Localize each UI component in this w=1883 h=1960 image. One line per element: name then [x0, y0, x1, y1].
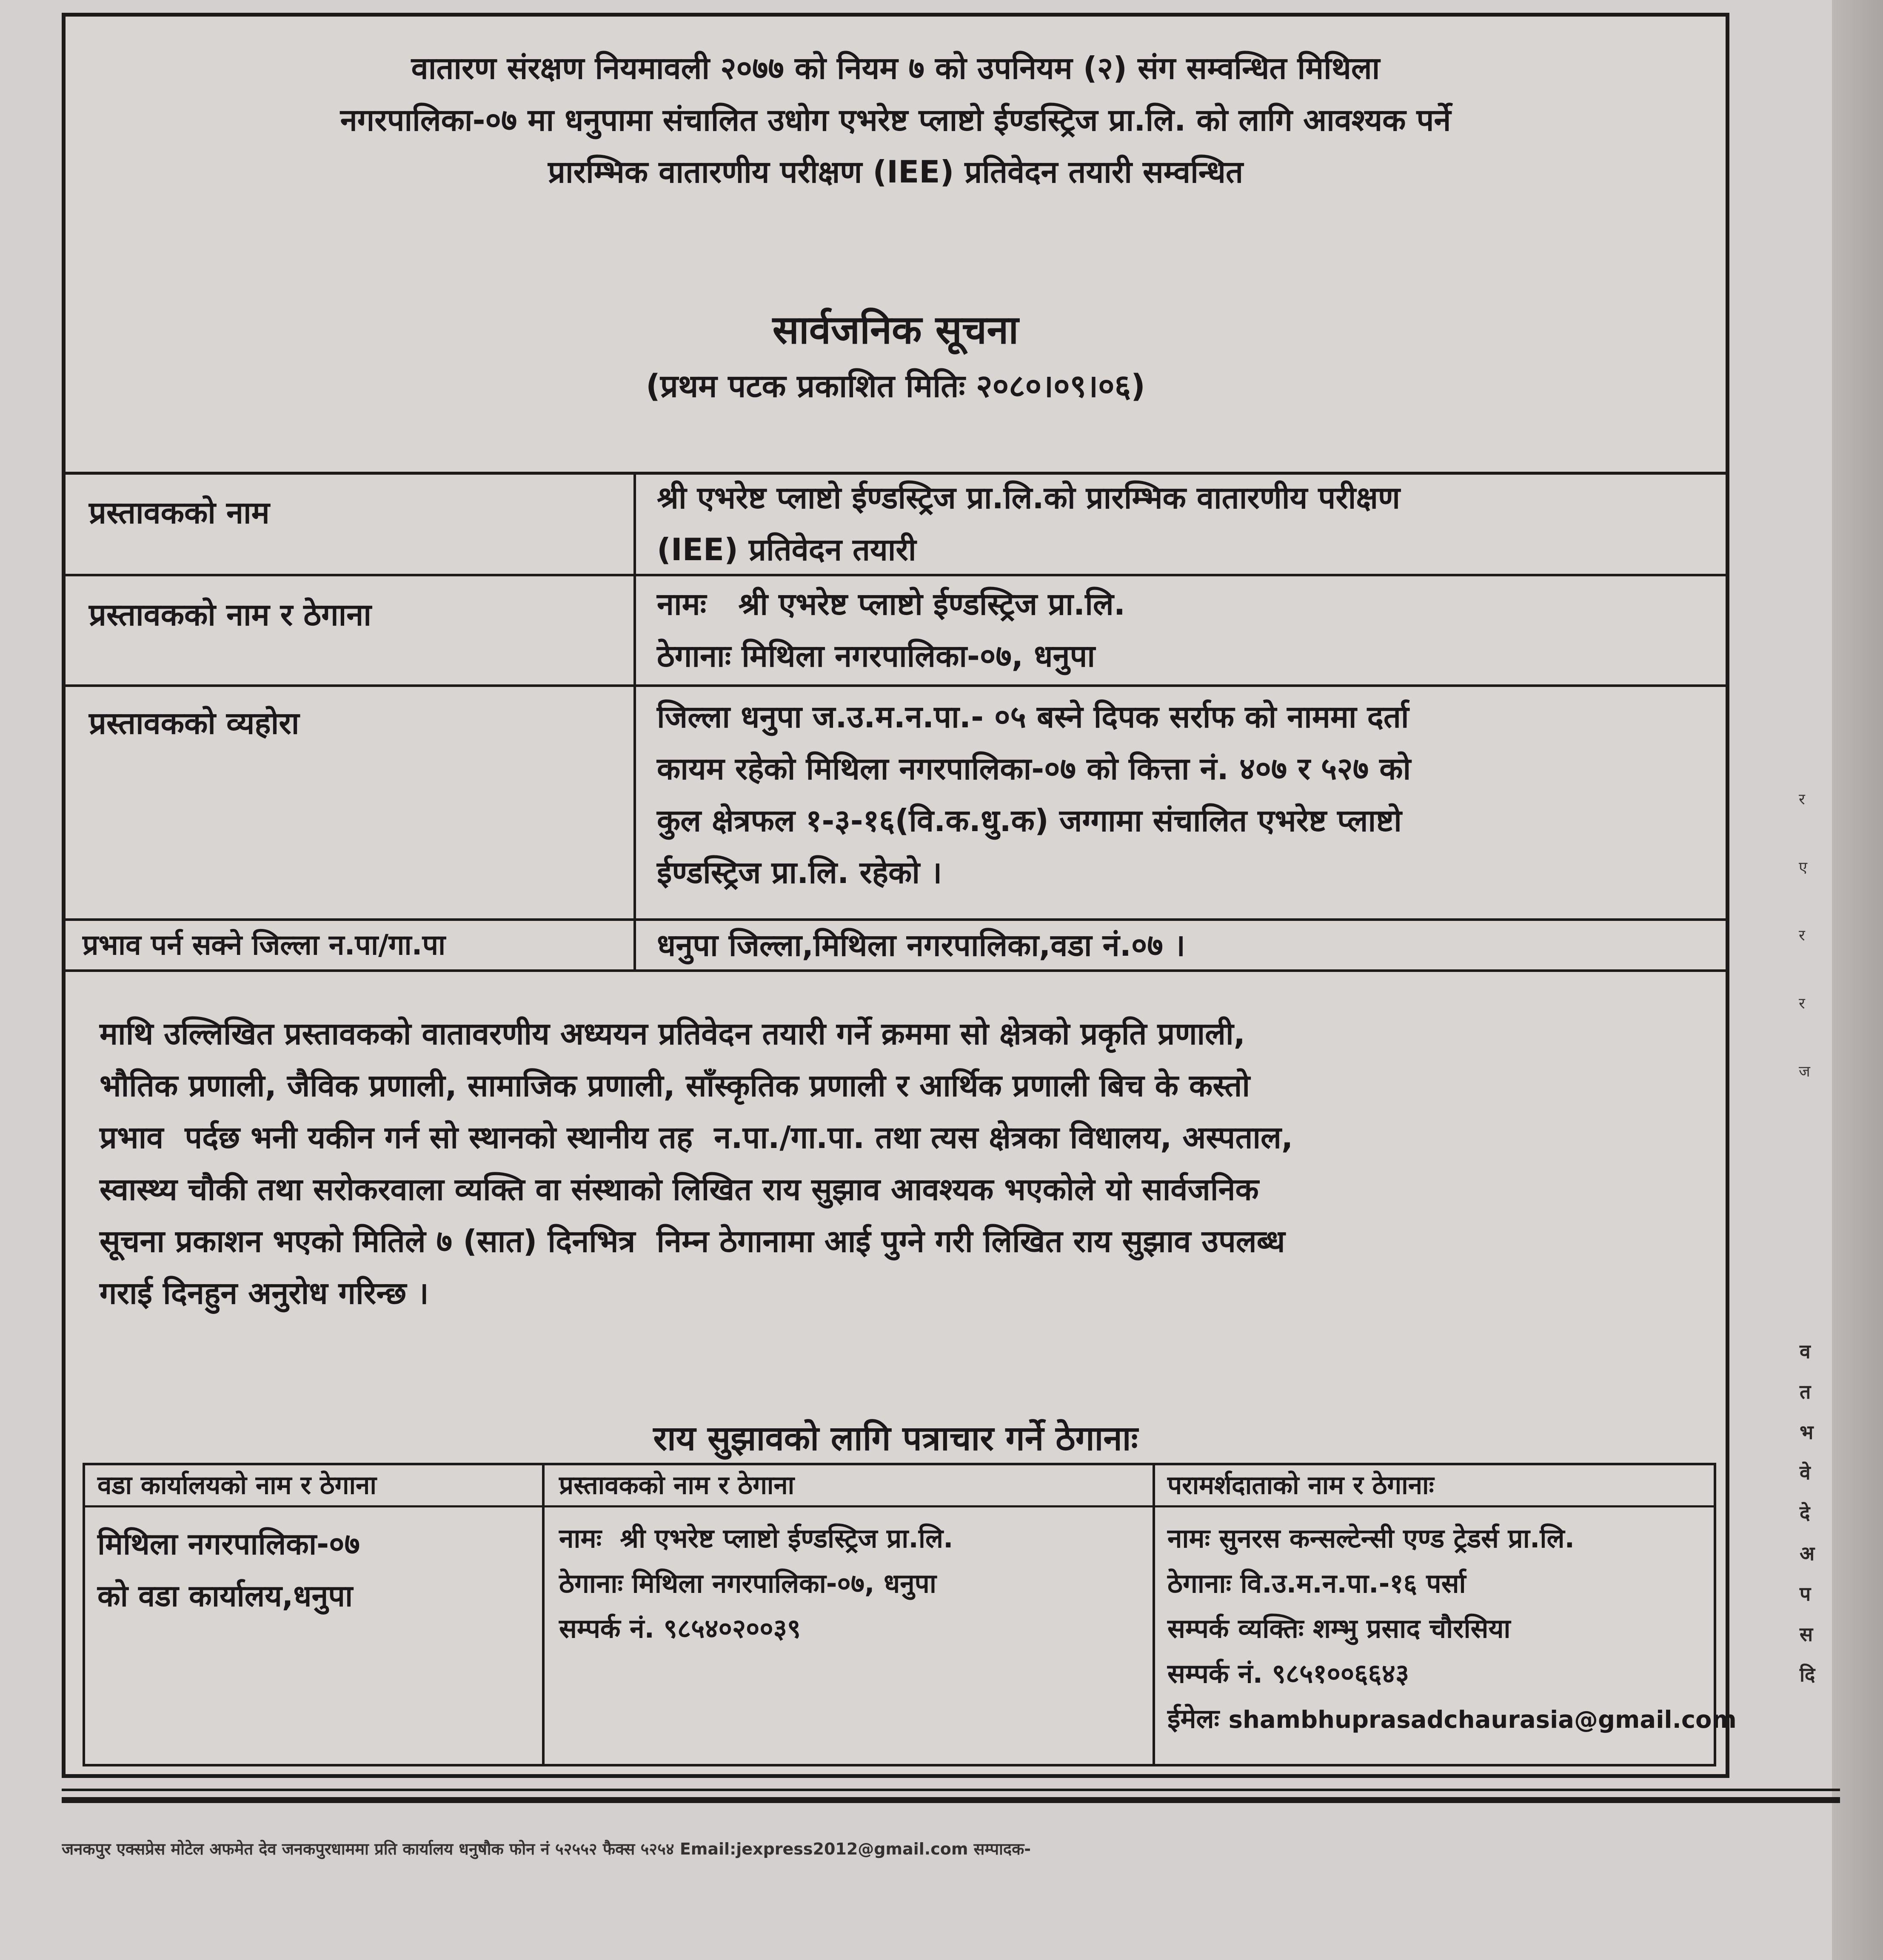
margin-text-fragments	[1800, 1331, 1825, 1695]
address-line: सम्पर्क व्यक्तिः शम्भु प्रसाद चौरसिया	[1167, 1613, 1511, 1644]
margin-char: स	[1800, 1623, 1813, 1646]
detail-value-line: कायम रहेको मिथिला नगरपालिका-०७ को कित्ता नं. ४०७ र ५२७ को	[657, 751, 1411, 786]
address-line: सम्पर्क नं. ९८५१००६६४३	[1167, 1658, 1409, 1689]
margin-char: र	[1799, 791, 1805, 808]
address-line: को वडा कार्यालय,धनुपा	[97, 1578, 353, 1613]
consultant-address	[1167, 1516, 1737, 1743]
proponent-address	[559, 1516, 953, 1651]
paragraph-line: माथि उल्लिखित प्रस्तावकको वातावरणीय अध्ययन प्रतिवेदन तयारी गर्ने क्रममा सो क्षेत्रको प्रकृति प्रणाली,	[100, 1016, 1245, 1051]
address-column-header: परामर्शदाताको नाम र ठेगानाः	[1167, 1470, 1434, 1500]
detail-value-line: नामः श्री एभरेष्ट प्लाष्टो ईण्डस्ट्रिज प्रा.लि.	[657, 586, 1126, 622]
address-line: सम्पर्क नं. ९८५४०२००३९	[559, 1613, 801, 1644]
detail-value-line: ईण्डस्ट्रिज प्रा.लि. रहेको ।	[657, 855, 942, 890]
address-line: ठेगानाः वि.उ.म.न.पा.-१६ पर्सा	[1167, 1568, 1466, 1599]
detail-value-line: (IEE) प्रतिवेदन तयारी	[657, 532, 916, 567]
detail-value	[657, 691, 1411, 898]
detail-label: प्रस्तावकको नाम र ठेगाना	[89, 597, 371, 632]
detail-value	[657, 472, 1400, 575]
detail-label: प्रस्तावकको नाम	[89, 495, 270, 530]
email-label: ईमेलः	[1167, 1703, 1220, 1734]
header-line: प्रारम्भिक वातारणीय परीक्षण (IEE) प्रतिवेदन तयारी सम्वन्धित	[548, 154, 1243, 190]
address-column-divider	[542, 1463, 545, 1766]
notice-header	[66, 42, 1726, 198]
paragraph-line: सूचना प्रकाशन भएको मितिले ७ (सात) दिनभित्र निम्न ठेगानामा आई पुग्ने गरी लिखित राय सुझाव उपलब्ध	[100, 1223, 1285, 1259]
table-rule	[66, 684, 1726, 687]
address-column-divider	[1153, 1463, 1155, 1766]
margin-char: ज	[1799, 1063, 1810, 1080]
margin-char: दि	[1800, 1663, 1815, 1686]
address-line: मिथिला नगरपालिका-०७	[97, 1527, 360, 1561]
margin-char: अ	[1800, 1542, 1815, 1565]
margin-char: भ	[1800, 1421, 1814, 1444]
margin-char: वे	[1800, 1461, 1811, 1484]
address-section-title: राय सुझावको लागि पत्राचार गर्ने ठेगानाः	[653, 1419, 1138, 1458]
footer-rule	[62, 1789, 1840, 1791]
header-line: वातारण संरक्षण नियमावली २०७७ को नियम ७ को उपनियम (२) संग सम्वन्धित मिथिला	[411, 50, 1380, 86]
publish-date: (प्रथम पटक प्रकाशित मितिः २०८०।०९।०६)	[646, 368, 1145, 405]
margin-char: र	[1799, 995, 1805, 1012]
email-address: shambhuprasadchaurasia@gmail.com	[1228, 1706, 1737, 1734]
margin-char: त	[1800, 1380, 1811, 1403]
detail-label: प्रभाव पर्न सक्ने जिल्ला न.पा/गा.पा	[83, 929, 446, 961]
paragraph-line: स्वास्थ्य चौकी तथा सरोकरवाला व्यक्ति वा संस्थाको लिखित राय सुझाव आवश्यक भएकोले यो सार्वजनिक	[100, 1171, 1259, 1207]
notice-title: सार्वजनिक सूचना	[772, 307, 1019, 353]
address-line: नामः सुनरस कन्सल्टेन्सी एण्ड ट्रेडर्स प्रा.लि.	[1167, 1523, 1575, 1554]
detail-value-line: कुल क्षेत्रफल १-३-१६(वि.क.धु.क) जग्गामा संचालित एभरेष्ट प्लाष्टो	[657, 803, 1402, 838]
paper-edge	[1832, 0, 1883, 1960]
margin-char: दे	[1800, 1501, 1810, 1524]
address-table-border	[83, 1764, 1716, 1766]
margin-char: प	[1800, 1582, 1811, 1605]
paragraph-line: भौतिक प्रणाली, जैविक प्रणाली, सामाजिक प्रणाली, साँस्कृतिक प्रणाली र आर्थिक प्रणाली बिच के कस्तो	[100, 1068, 1250, 1103]
detail-value: धनुपा जिल्ला,मिथिला नगरपालिका,वडा नं.०७ ।	[657, 927, 1186, 963]
header-line: नगरपालिका-०७ मा धनुपामा संचालित उधोग एभरेष्ट प्लाष्टो ईण्डस्ट्रिज प्रा.लि. को लागि आवश्यक पर्ने	[340, 102, 1451, 138]
margin-char: ए	[1799, 859, 1807, 876]
margin-text-fragments-upper	[1799, 766, 1816, 1106]
detail-value	[657, 578, 1125, 682]
detail-label: प्रस्तावकको व्यहोरा	[89, 705, 300, 741]
notice-paragraph	[100, 1008, 1708, 1319]
address-column-header: वडा कार्यालयको नाम र ठेगाना	[97, 1470, 377, 1500]
table-column-divider	[633, 472, 636, 972]
detail-value-line: श्री एभरेष्ट प्लाष्टो ईण्डस्ट्रिज प्रा.लि.को प्रारम्भिक वातारणीय परीक्षण	[657, 480, 1400, 516]
detail-value-line: ठेगानाः मिथिला नगरपालिका-०७, धनुपा	[657, 638, 1095, 674]
detail-value-line: जिल्ला धनुपा ज.उ.म.न.पा.- ०५ बस्ने दिपक सर्राफ को नाममा दर्ता	[657, 699, 1409, 735]
footer-rule	[62, 1797, 1840, 1803]
margin-char: व	[1800, 1340, 1811, 1363]
paragraph-line: प्रभाव पर्दछ भनी यकीन गर्न सो स्थानको स्थानीय तह न.पा./गा.पा. तथा त्यस क्षेत्रका विधालय, अस्पताल,	[100, 1120, 1293, 1155]
margin-char: र	[1799, 927, 1805, 944]
paragraph-line: गराई दिनहुन अनुरोध गरिन्छ ।	[100, 1275, 429, 1311]
address-line: नामः श्री एभरेष्ट प्लाष्टो ईण्डस्ट्रिज प्रा.लि.	[559, 1523, 953, 1554]
ward-office-address	[97, 1518, 360, 1622]
address-column-header: प्रस्तावकको नाम र ठेगाना	[559, 1470, 795, 1500]
email-line	[1167, 1696, 1737, 1743]
public-notice-box	[62, 13, 1737, 1778]
address-line: ठेगानाः मिथिला नगरपालिका-०७, धनुपा	[559, 1568, 936, 1599]
newspaper-footer: जनकपुर एक्सप्रेस मोटेल अफमेत देव जनकपुरधाममा प्रति कार्यालय धनुषौक फोन नं ५२५५२ फैक्स ५२५४ Email:jexpress2012@gmail.com सम्पादक-	[62, 1840, 1031, 1858]
address-table-border	[83, 1463, 85, 1766]
